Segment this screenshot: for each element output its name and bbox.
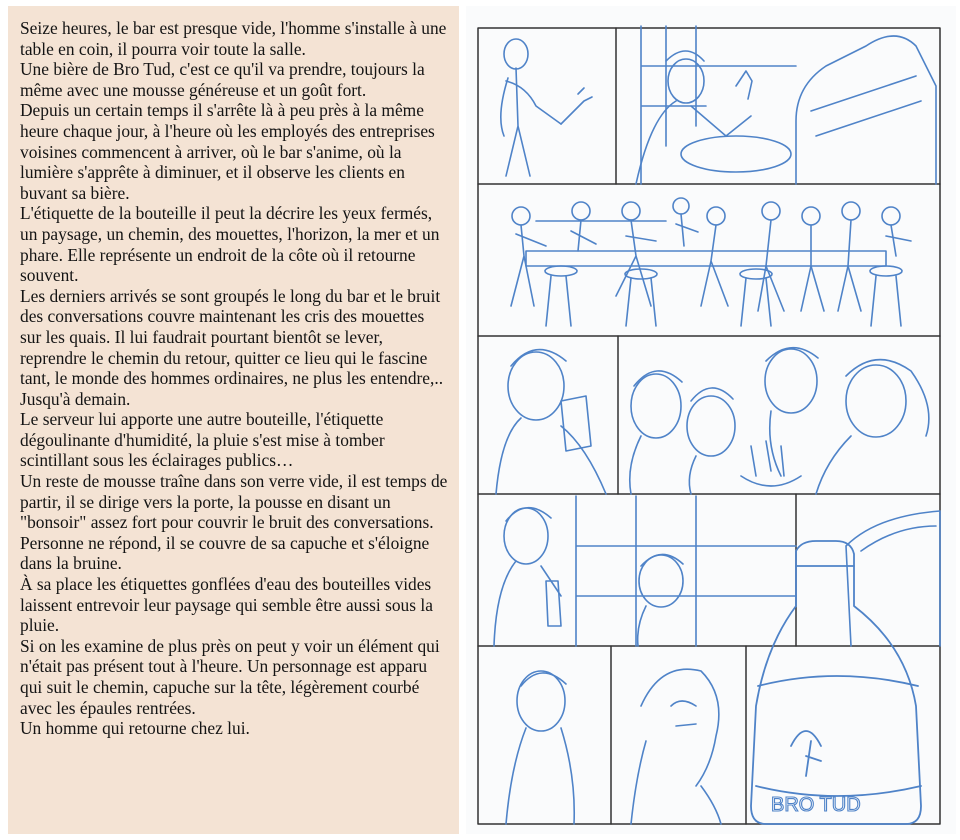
panel-frames [478, 28, 940, 824]
story-paragraph-4: L'étiquette de la bouteille il peut la décrire les yeux fermés, un paysage, un chemin, des mouettes, l'horizon, la mer et un phare. Elle représente un endroit de la côte où il retourne souvent. [20, 203, 440, 286]
comic-sketch-drawing [466, 6, 956, 834]
story-paragraph-8: À sa place les étiquettes gonflées d'eau des bouteilles vides laissent entrevoir leur paysage qui semble être aussi sous la pluie. [20, 574, 433, 636]
story-paragraph-3: Depuis un certain temps il s'arrête là à peu près à la même heure chaque jour, à l'heure où les employés des entreprises voisines commencent à arriver, où le bar s'anime, où la lumière s'apprête à diminuer, et il observe les clients en buvant sa bière. [20, 100, 435, 203]
panel5-hooded-man [506, 671, 574, 824]
panel3-group [630, 348, 929, 494]
big-bottle [751, 541, 921, 824]
panel5-hooded-profile [631, 669, 721, 824]
story-paragraph-9: Si on les examine de plus près on peut y voir un élément qui n'était pas présent tout à l'heure. Un personnage est apparu qui suit le chemin, capuche sur la tête, légèrement courbé avec les épaules rentrées. [20, 635, 440, 718]
story-paragraph-10: Un homme qui retourne chez lui. [20, 718, 250, 739]
story-paragraph-6: Le serveur lui apporte une autre bouteille, l'étiquette dégoulinante d'humidité, la pluie s'est mise à tomber scintillant sous les éclairages publics… [20, 409, 385, 471]
panel4-glass [846, 511, 940, 646]
panel1-seated [636, 26, 936, 184]
story-paragraph-7: Un reste de mousse traîne dans son verre vide, il est temps de partir, il se dirige vers la porte, la pousse en disant un "bonsoir" assez fort pour couvrir le bruit des conversations. Personne ne répond, il se couvre de sa capuche et s'éloigne dans la bruine. [20, 471, 448, 574]
story-text-panel [8, 6, 459, 834]
story-paragraph-5: Les derniers arrivés se sont groupés le long du bar et le bruit des conversations couvre maintenant les cris des mouettes sur les quais. Il lui faudrait pourtant bientôt se lever, reprendre le chemin du retour, quitter ce lieu qui le fascine tant, le monde des hommes ordinaires, ne plus les entendre,.. Jusqu'à demain. [20, 285, 444, 409]
comic-sketch-page [466, 6, 956, 834]
bottle-label-text: BRO TUD [771, 794, 861, 816]
panel1-man [501, 39, 592, 176]
panel4-window [494, 496, 796, 646]
panel2-bar [511, 198, 911, 326]
story-paragraph-2: Une bière de Bro Tud, c'est ce qu'il va prendre, toujours la même avec une mousse généreuse et un goût fort. [20, 59, 425, 100]
story-paragraph-1: Seize heures, le bar est presque vide, l'homme s'installe à une table en coin, il pourra voir toute la salle. [20, 18, 447, 59]
panel3-drinker [496, 350, 606, 494]
